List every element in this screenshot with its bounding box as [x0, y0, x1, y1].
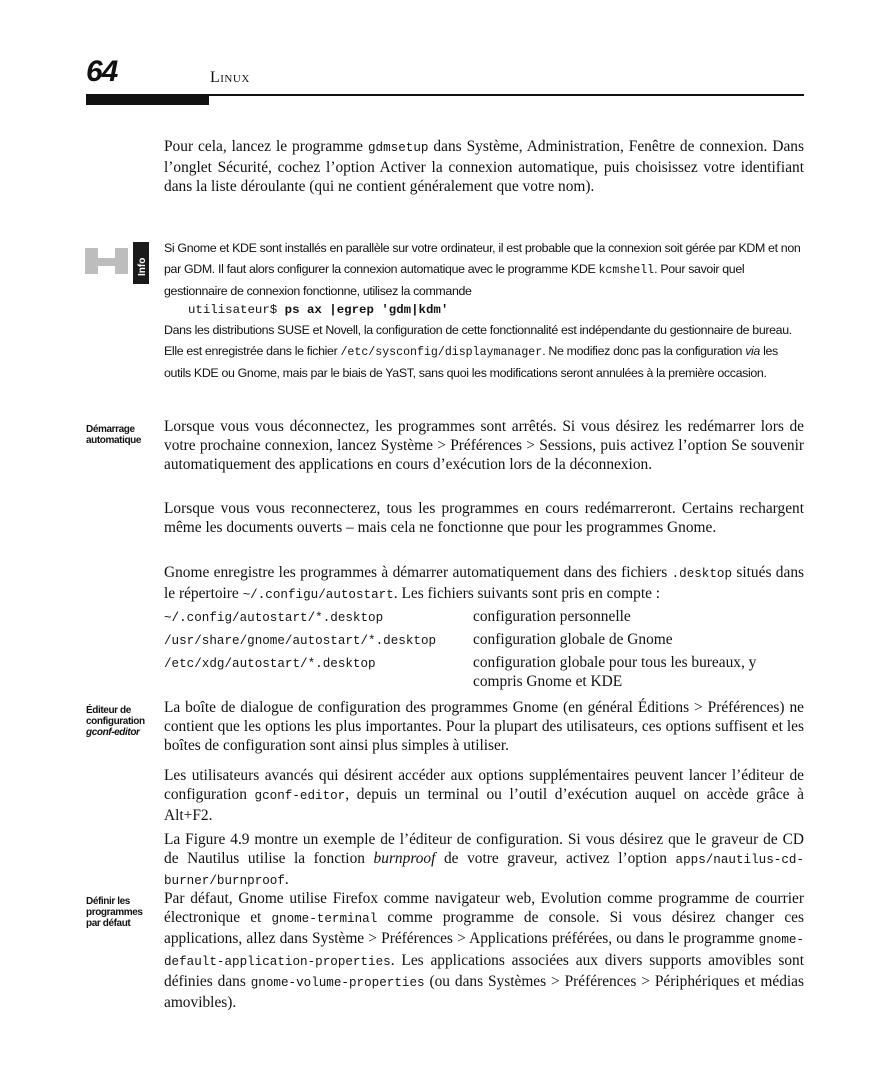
table-row-desc: configuration personnelle: [473, 608, 631, 625]
table-row-path: ~/.config/autostart/*.desktop: [164, 611, 384, 625]
paragraph-gconf-advanced: Les utilisateurs avancés qui désirent accéder aux options supplémentaires peuvent lancer l’éditeur de configuration gconf-editor, depuis un terminal ou l’outil d’exécution auquel on accède grâce à Alt+F2.: [164, 767, 804, 825]
table-row-desc: configuration globale pour tous les bureaux, y compris Gnome et KDE: [473, 654, 757, 691]
paragraph-deconnexion: Lorsque vous vous déconnectez, les programmes sont arrêtés. Si vous désirez les redémarrer lors de votre prochaine connexion, lancez Système > Préférences > Sessions, puis activez l’option Se souvenir automatiquement des applications en cours d’exécution lors de la déconnexion.: [164, 418, 804, 474]
command-line: utilisateur$ ps ax |egrep 'gdm|kdm': [188, 303, 449, 317]
info-note-suse: Dans les distributions SUSE et Novell, la configuration de cette fonctionnalité est indépendante du gestionnaire de bureau. Elle est enregistrée dans le fichier /etc/sysconfig/displaymanager. Ne modifiez donc pas la configuration via les outils KDE ou Gnome, mais par le biais de YaST, sans quoi les modifications seront annulées à la première occasion.: [164, 323, 792, 381]
side-heading-demarrage: Démarrage automatique: [86, 424, 142, 446]
info-note-text: Si Gnome et KDE sont installés en parallèle sur votre ordinateur, il est probable que la connexion soit gérée par KDM et non par GDM. Il faut alors configurer la connexion automatique avec le programme KDE kcmshell. Pour savoir quel gestionnaire de connexion fonctionne, utilisez la commande: [164, 241, 801, 299]
header-rule-bar: [86, 96, 209, 105]
info-icon-label: Info: [137, 257, 148, 276]
side-heading-gconf-editor: Éditeur de configuration gconf-editor: [86, 705, 145, 738]
paragraph-default-apps: Par défaut, Gnome utilise Firefox comme navigateur web, Evolution comme programme de courrier électronique et gnome-terminal comme programme de console. Si vous désirez changer ces applications, allez dans Système > Préférences > Applications préférées, ou dans le programme gnome-default-application-properties. Les applications associées aux divers supports amovibles sont définies dans gnome-volume-properties (ou dans Systèmes > Préférences > Périphériques et médias amovibles).: [164, 890, 804, 1012]
table-row-desc: configuration globale de Gnome: [473, 631, 673, 648]
info-icon: [85, 242, 149, 284]
paragraph-desktop-files: Gnome enregistre les programmes à démarrer automatiquement dans des fichiers .desktop situés dans le répertoire ~/.configu/autostart. Les fichiers suivants sont pris en compte :: [164, 564, 805, 603]
chapter-title: Linux: [210, 69, 250, 86]
page-header: [86, 55, 804, 105]
side-heading-default-programs: Définir les programmes par défaut: [86, 896, 143, 929]
paragraph-gconf-dialog: La boîte de dialogue de configuration des programmes Gnome (en général Éditions > Préférences) ne contient que les options les plus importantes. Pour la plupart des utilisateurs, ces options suffisent et les boîtes de configuration sont ainsi plus simples à utiliser.: [164, 699, 804, 755]
table-row-path: /etc/xdg/autostart/*.desktop: [164, 657, 376, 671]
paragraph-reconnexion: Lorsque vous vous reconnecterez, tous les programmes en cours redémarreront. Certains rechargent même les documents ouverts – mais cela ne fonctionne que pour les programmes Gnome.: [164, 500, 804, 537]
paragraph-figure-4-9: La Figure 4.9 montre un exemple de l’éditeur de configuration. Si vous désirez que le graveur de CD de Nautilus utilise la fonction burnproof de votre graveur, activez l’option apps/nautilus-cd-burner/burnproof.: [164, 831, 804, 889]
paragraph-gdmsetup: Pour cela, lancez le programme gdmsetup dans Système, Administration, Fenêtre de connexion. Dans l’onglet Sécurité, cochez l’option Activer la connexion automatique, puis choisissez votre identifiant dans la liste déroulante (qui ne contient généralement que votre nom).: [164, 138, 804, 196]
page-number: 64: [86, 55, 118, 88]
table-row-path: /usr/share/gnome/autostart/*.desktop: [164, 634, 437, 648]
